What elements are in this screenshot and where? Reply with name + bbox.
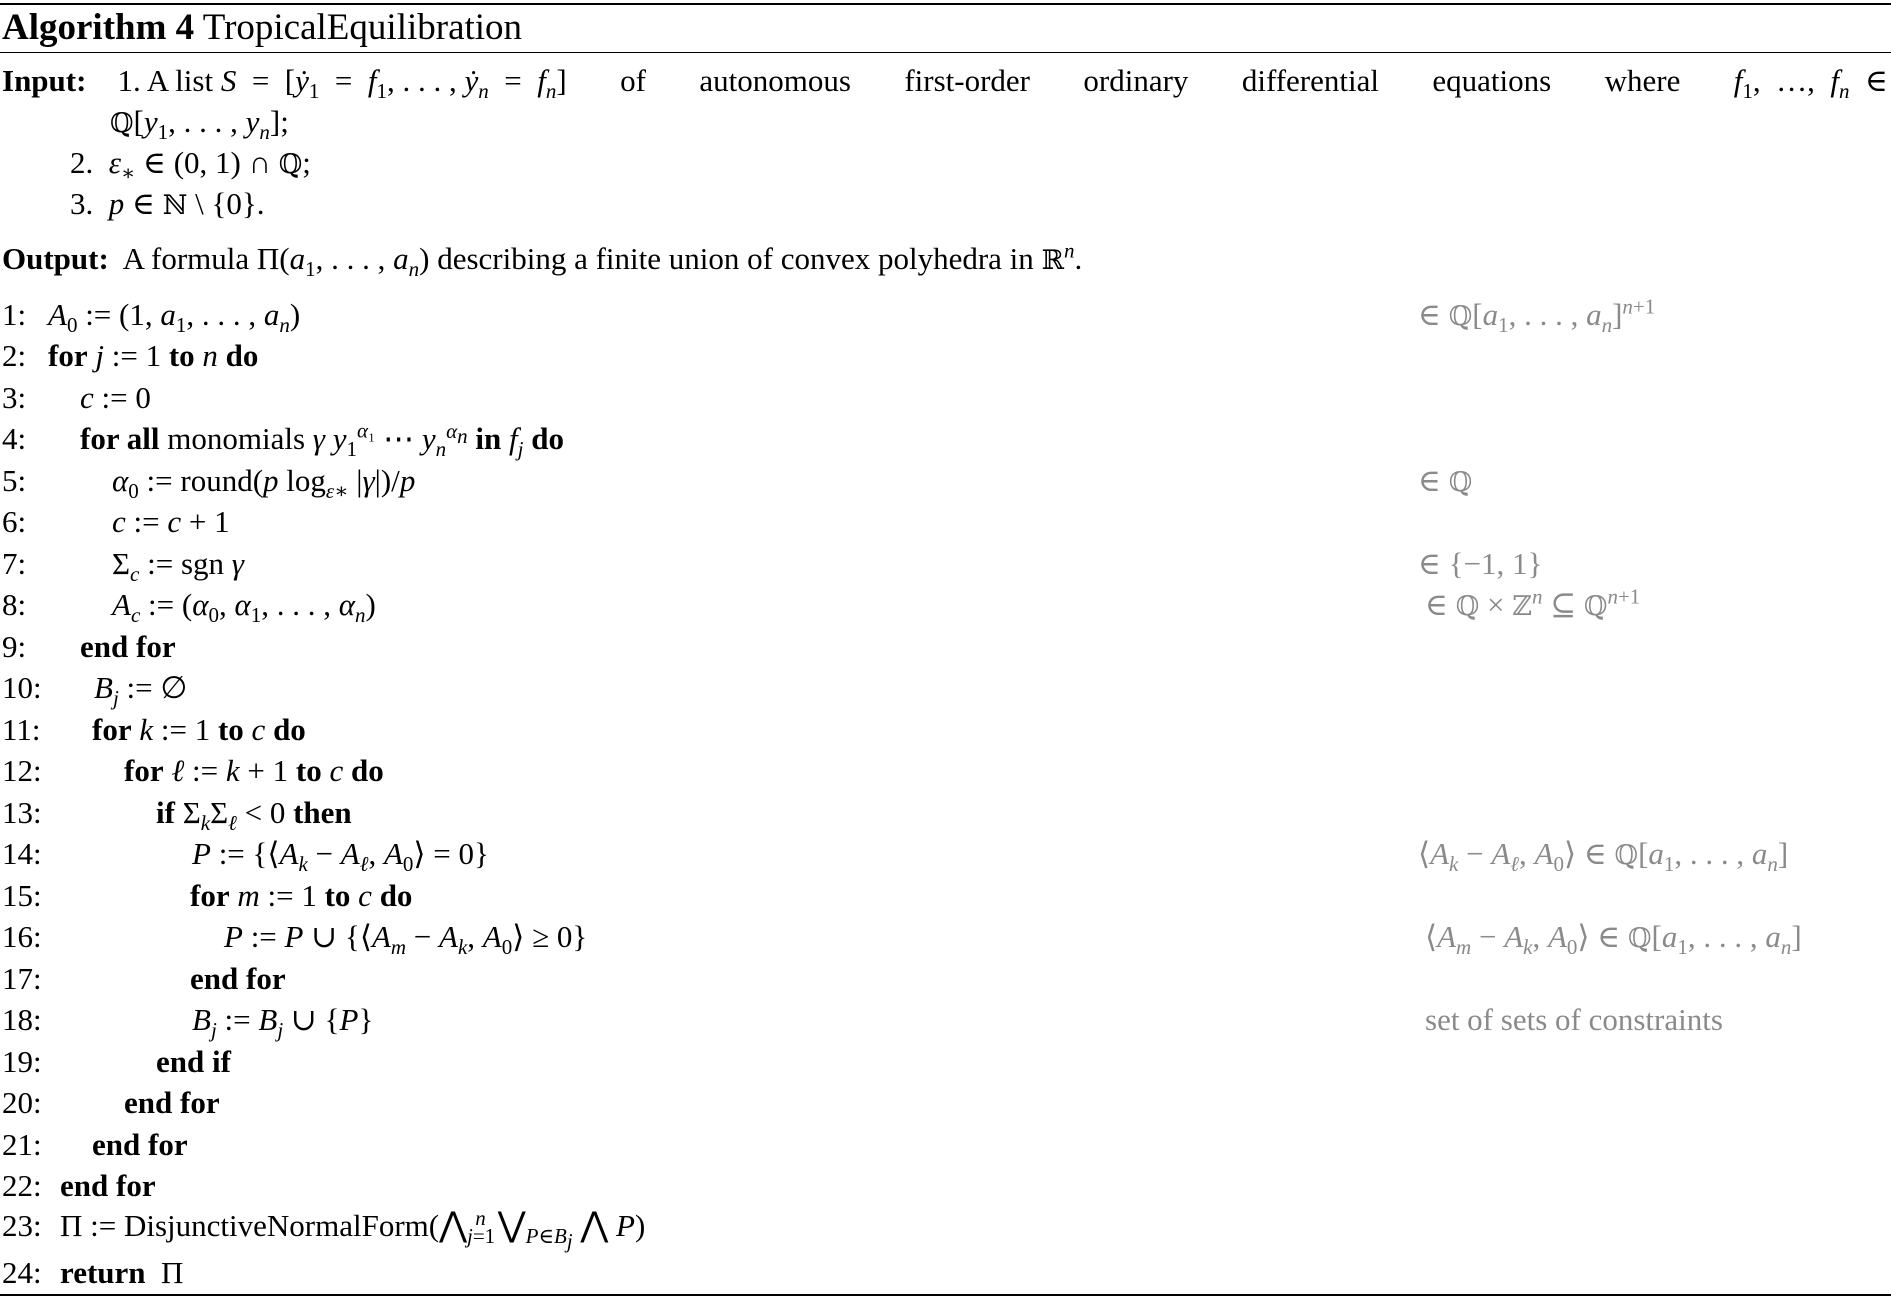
line-comment: ∈ {−1, 1}	[1418, 546, 1543, 581]
line-code: for k := 1 to c do	[92, 712, 306, 747]
line-number: 8:	[2, 587, 27, 622]
line-code: P := P ∪ {$⟨A_m - A_k$, $A_0⟩ \ge 0$}	[224, 919, 588, 960]
line-code: $B_j$ := ∅	[94, 670, 188, 711]
line-comment: $⟨A_m - A_k$, $A_0⟩$ ∈ $ℚ[a_1$, . . . , $a_n$]	[1425, 919, 1802, 960]
line-comment: ∈ $ℚ[a_1$, . . . , $a_n]^{n+1}$	[1418, 294, 1656, 338]
line-number: 4:	[2, 421, 27, 456]
line-code: for j := 1 to n do	[48, 338, 259, 373]
line-number: 16:	[2, 919, 42, 954]
line-code: for m := 1 to c do	[190, 878, 413, 913]
line-number: 18:	[2, 1002, 42, 1037]
line-code: Π := $DisjunctiveNormalForm(⋀_{j=1}^n$ $⋁_{P\in B_j}$ ⋀ P)	[60, 1205, 646, 1254]
line-number: 24:	[2, 1255, 42, 1290]
input-block	[2, 62, 1890, 104]
line-number: 15:	[2, 878, 42, 913]
line-code: for all monomials γ $y_1^{\alpha_1}$ ⋯ $y_n^{\alpha_n}$ in $f_j$ do	[80, 418, 564, 462]
keyword: end for	[92, 1127, 188, 1162]
line-number: 5:	[2, 463, 27, 498]
line-code: c := c + 1	[112, 504, 230, 539]
line-code: $A_0$ := (1, $a_1$, . . . , $a_n$)	[48, 297, 301, 338]
line-number: 19:	[2, 1044, 42, 1079]
line-comment: $⟨A_k - A_\ell$, $A_0⟩$ ∈ $ℚ[a_1$, . . . , $a_n$]	[1418, 836, 1789, 877]
line-code: P := {$⟨A_k - A_\ell$, $A_0⟩ = 0$}	[192, 836, 489, 877]
input-item-2: 2. $\varepsilon_∗$ ∈ (0, 1) ∩ ℚ;	[70, 145, 311, 186]
line-number: 20:	[2, 1085, 42, 1120]
line-code: $B_j$ := $B_j$ ∪ {P}	[192, 1002, 374, 1043]
line-code	[190, 958, 286, 1000]
line-comment: ∈ ℚ × ℤ$^n$ ⊆ ℚ$^{n+1}$	[1425, 584, 1641, 622]
line-code: $A_c$ := ($\alpha_0$, $\alpha_1$, . . . , $\alpha_n$)	[112, 587, 376, 628]
algorithm-label: Algorithm 4	[2, 7, 195, 48]
keyword: end for	[190, 961, 286, 996]
keyword: end for	[80, 629, 176, 664]
output-label: Output:	[2, 241, 109, 276]
output-block: Output: A formula $\Pi(a_1$, . . . , $a_n$) describing a finite union of convex polyhedra in ℝ$^n$.	[2, 238, 1083, 282]
line-code	[60, 1165, 156, 1207]
line-code: for ℓ := k + 1 to c do	[124, 753, 384, 788]
line-number: 3:	[2, 380, 27, 415]
line-code: if $\Sigma_k\Sigma_\ell < 0$ then	[156, 795, 352, 836]
input-item-1-cont: $ℚ[y_1$, . . . , $y_n$];	[110, 104, 289, 145]
input-item-3: 3. p ∈ ℕ \ {0}.	[70, 186, 265, 221]
line-comment: ∈ ℚ	[1418, 463, 1473, 498]
line-number: 23:	[2, 1208, 42, 1243]
keyword: end for	[60, 1168, 156, 1203]
line-number: 17:	[2, 961, 42, 996]
line-number: 9:	[2, 629, 27, 664]
line-code	[124, 1082, 220, 1124]
algorithm-name: TropicalEquilibration	[202, 7, 523, 48]
line-number: 14:	[2, 836, 42, 871]
line-number: 22:	[2, 1168, 42, 1203]
line-number: 2:	[2, 338, 27, 373]
keyword: end if	[156, 1044, 231, 1079]
input-label: Input:	[2, 63, 87, 98]
line-code: return Π	[60, 1255, 184, 1290]
line-comment: set of sets of constraints	[1425, 1002, 1723, 1037]
algorithm-caption	[2, 6, 522, 50]
line-code	[92, 1124, 188, 1166]
bottom-rule	[0, 1294, 1891, 1296]
top-rule	[0, 3, 1891, 5]
line-number: 6:	[2, 504, 27, 539]
input-item-1: Input: 1. A list S = [ẏ$_1$ = $f_1$, . . . , ẏ$_n$ = $f_n$] of autonomous first-order ordinary differential equations where $f_1$, …, $f_n$ ∈	[2, 63, 1888, 104]
line-number: 7:	[2, 546, 27, 581]
line-code: $\alpha_0$ := round(p $\log_{\varepsilon∗} |\gamma|)/p$	[112, 463, 416, 504]
line-number: 12:	[2, 753, 42, 788]
line-code	[156, 1041, 231, 1083]
line-number: 13:	[2, 795, 42, 830]
line-code: c := 0	[80, 380, 151, 415]
line-number: 1:	[2, 297, 27, 332]
line-code: $\Sigma_c$ := sgn γ	[112, 546, 245, 587]
line-number: 10:	[2, 670, 42, 705]
line-code	[80, 626, 176, 668]
caption-rule	[0, 52, 1891, 53]
keyword: end for	[124, 1085, 220, 1120]
line-number: 21:	[2, 1127, 42, 1162]
line-number: 11:	[2, 712, 41, 747]
